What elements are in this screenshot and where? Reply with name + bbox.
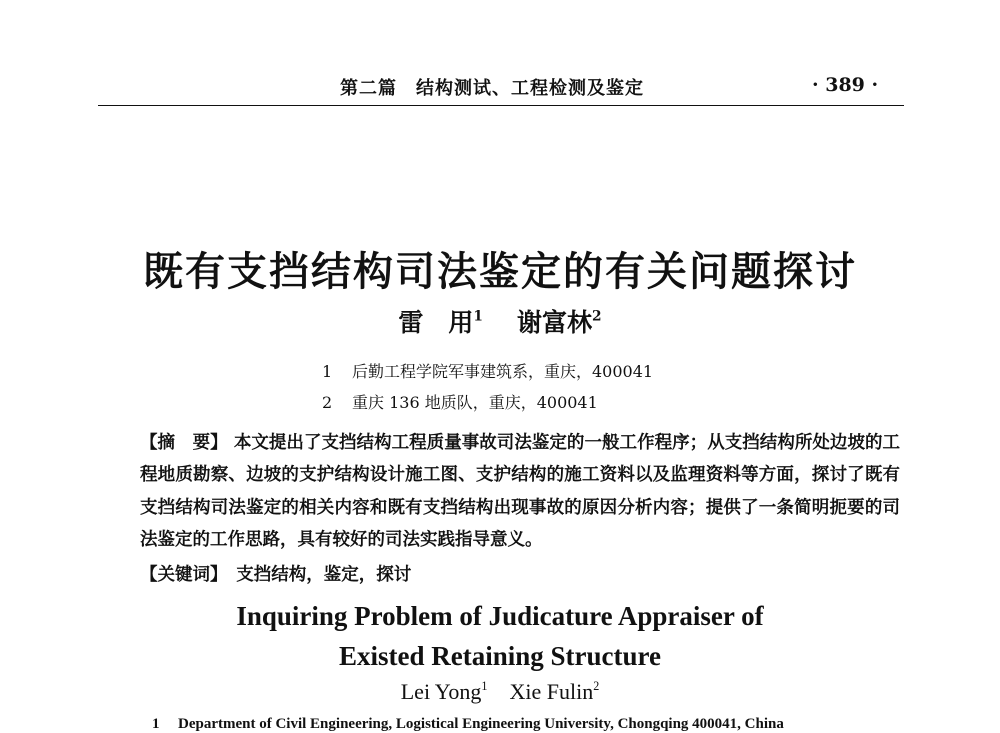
author-affil-mark: 1 [473, 308, 483, 325]
running-header-section: 第二篇 结构测试、工程检测及鉴定 [340, 78, 644, 99]
page-number: · 389 · [812, 74, 879, 96]
paper-title-en-line2: Existed Retaining Structure [339, 641, 661, 671]
paper-title-cn: 既有支挡结构司法鉴定的有关问题探讨 [143, 248, 857, 295]
author-affil-mark: 2 [592, 308, 602, 325]
abstract-text: 本文提出了支挡结构工程质量事故司法鉴定的一般工作程序；从支挡结构所处边坡的工程地质勘察、边坡的支护结构设计施工图、支护结构的施工资料以及监理资料等方面，探讨了既有支挡结构司法鉴定的相关内容和既有支挡结构出现事故的原因分析内容；提供了一条简明扼要的司法鉴定的工作思路，具有较好的司法实践指导意义。 [140, 433, 901, 550]
affiliation-text: 后勤工程学院军事建筑系，重庆，400041 [352, 362, 654, 381]
affiliation-number: 1 [322, 362, 333, 381]
header-rule [98, 105, 904, 106]
keywords-label: 【关键词】 [140, 565, 219, 585]
affiliation-text: 重庆 136 地质队，重庆，400041 [352, 393, 598, 412]
keywords [140, 561, 900, 586]
author-affil-mark: 2 [593, 678, 600, 693]
affiliation-text-en: Department of Civil Engineering, Logistical Engineering University, Chongqing 400041, China [178, 716, 784, 732]
authors-en [100, 679, 900, 705]
author-name: 谢富林 [517, 308, 593, 337]
affiliation-cn [322, 359, 653, 382]
keywords-text: 支挡结构，鉴定，探讨 [236, 565, 412, 585]
affiliation-en [152, 716, 784, 733]
author-name-en: Lei Yong [400, 679, 482, 704]
author-name-en: Xie Fulin [509, 679, 594, 704]
affiliation-number: 1 [152, 716, 160, 732]
abstract-label: 【摘 要】 [140, 433, 228, 453]
affiliation-number: 2 [322, 393, 333, 412]
author-name: 雷 用 [398, 308, 474, 337]
abstract [140, 427, 900, 556]
authors-cn [100, 303, 900, 339]
author-affil-mark: 1 [481, 678, 488, 693]
paper-title-en-line1: Inquiring Problem of Judicature Appraiser of [236, 601, 764, 631]
affiliation-cn [322, 390, 598, 413]
